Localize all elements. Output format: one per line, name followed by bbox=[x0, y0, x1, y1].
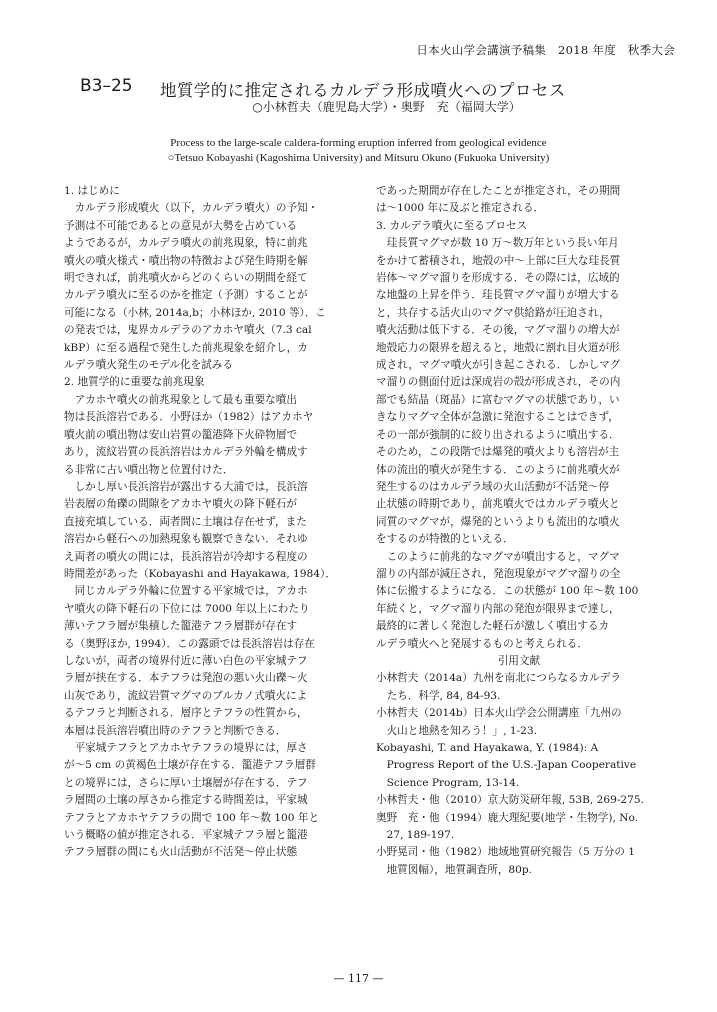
text-line: 珪長質マグマが数 10 万～数万年という長い年月 bbox=[376, 237, 619, 250]
text-line: カルデラ噴火に至るのかを推定（予測）することが bbox=[64, 289, 308, 302]
text-line: ヤ噴火の降下軽石の下位には 7000 年以上にわたり bbox=[64, 602, 310, 615]
text-line: 岩表層の角礫の間隙をアカホヤ噴火の降下軽石が bbox=[64, 498, 297, 511]
reference-line: Science Program, 13-14. bbox=[376, 776, 520, 789]
text-line: は～1000 年に及ぶと推定される． bbox=[376, 202, 545, 215]
text-line: 体に伝搬するようになる．この状態が 100 年～数 100 bbox=[376, 585, 639, 598]
text-line: と，共存する活火山のマグマ供給路が圧迫され， bbox=[376, 306, 610, 319]
text-line: 予測は不可能であるとの意見が大勢を占めている bbox=[64, 219, 298, 232]
text-line: ラ層間の土壌の厚さから推定する時間差は，平家城 bbox=[64, 794, 308, 807]
text-line: しかし厚い長浜溶岩が露出する大浦では，長浜溶 bbox=[64, 480, 308, 493]
text-line: 溶岩から軽石への加熱現象も観察できない．それゆ bbox=[64, 533, 308, 546]
authors-en: ○Tetsuo Kobayashi (Kagoshima University) and Mitsuru Okuno (Fukuoka University) bbox=[167, 152, 550, 164]
reference-line: 地質図幅），地質調査所，80p. bbox=[376, 863, 533, 876]
text-line: 薄いテフラ層が集積した籠港テフラ層群が存在す bbox=[64, 620, 298, 633]
text-line: 発生するのはカルデラ域の火山活動が不活発～停 bbox=[376, 480, 610, 493]
text-line: るテフラと判断される．層序とテフラの性質から， bbox=[64, 707, 308, 720]
text-line: その一部が強制的に絞り出されるように噴出する． bbox=[376, 428, 620, 441]
text-line: であった期間が存在したことが推定され，その期間 bbox=[376, 185, 621, 197]
reference-line: 小林哲夫（2014b）日本火山学会公開講座「九州の bbox=[376, 707, 622, 720]
text-line: 直接充填している．両者間に土壌は存在せず，また bbox=[64, 515, 307, 528]
text-line: 地殻応力の限界を超えると，地殻に割れ目火道が形 bbox=[376, 341, 620, 354]
text-line: 明できれば，前兆噴火からどのくらいの期間を経て bbox=[64, 272, 308, 285]
text-line: の発表では，鬼界カルデラのアカホヤ噴火（7.3 cal bbox=[64, 324, 312, 337]
text-line: 体の流出的噴火が発生する．このように前兆噴火が bbox=[376, 463, 620, 476]
text-line: ようであるが，カルデラ噴火の前兆現象，特に前兆 bbox=[64, 237, 308, 250]
text-line: 本層は長浜溶岩噴出時のテフラと判断できる． bbox=[64, 724, 287, 737]
text-line: このように前兆的なマグマが噴出すると，マグマ bbox=[376, 550, 620, 563]
text-line: 年続くと，マグマ溜り内部の発泡が限界まで達し， bbox=[376, 602, 620, 615]
reference-line: Kobayashi, T. and Hayakawa, Y. (1984): A bbox=[376, 742, 599, 754]
text-line: マ溜りの側面付近は深成岩の殻が形成され，その内 bbox=[376, 376, 621, 389]
reference-line: 27, 189-197. bbox=[376, 829, 455, 842]
text-line: をかけて蓄積され，地殻の中～上部に巨大な珪長質 bbox=[376, 254, 621, 267]
text-line: 2. 地質学的に重要な前兆現象 bbox=[64, 376, 205, 389]
text-line: 山灰であり，流紋岩質マグマのブルカノ式噴火によ bbox=[64, 689, 308, 702]
reference-line: Progress Report of the U.S.-Japan Cooperative bbox=[376, 759, 637, 772]
right-column bbox=[376, 183, 662, 879]
text-line: ルデラ噴火へと発展するものと考えられる． bbox=[376, 637, 588, 650]
text-line: 止状態の時期であり，前兆噴火ではカルデラ噴火と bbox=[376, 498, 620, 511]
text-line: テフラ層群の間にも火山活動が不活発～停止状態 bbox=[64, 846, 298, 859]
text-line: あり，流紋岩質の長浜溶岩はカルデラ外輪を構成す bbox=[64, 446, 308, 459]
reference-line: 小林哲夫・他（2010）京大防災研年報, 53B, 269-275. bbox=[376, 794, 644, 807]
text-line: な地盤の上昇を伴う．珪長質マグマ溜りが増大する bbox=[376, 289, 620, 302]
text-line: 平家城テフラとアカホヤテフラの境界には，厚さ bbox=[64, 742, 308, 754]
text-line: ルデラ噴火発生のモデル化を試みる bbox=[64, 359, 233, 372]
text-line: 部でも結晶（斑晶）に富むマグマの状態であり，い bbox=[376, 393, 620, 406]
paper-title-en: Process to the large-scale caldera-forming eruption inferred from geological evidence bbox=[170, 137, 547, 149]
text-line: る非常に古い噴出物と位置付けた． bbox=[64, 463, 234, 476]
text-line: との境界には，さらに厚い土壌層が存在する．テフ bbox=[64, 776, 308, 789]
text-line: いう概略の値が推定される．平家城テフラ層と籠港 bbox=[64, 829, 308, 842]
paper-title-ja: 地質学的に推定されるカルデラ形成噴火へのプロセス bbox=[160, 81, 566, 100]
text-line: 噴火の噴火様式・噴出物の特徴および発生時期を解 bbox=[64, 254, 308, 267]
text-line: 同じカルデラ外輪に位置する平家城では，アカホ bbox=[64, 585, 308, 598]
text-line: 時間差があった（Kobayashi and Hayakawa, 1984）． bbox=[64, 567, 336, 580]
text-line: ラ層が挟在する．本テフラは発泡の悪い火山礫～火 bbox=[64, 672, 308, 685]
reference-line: たち．科学, 84, 84-93. bbox=[376, 689, 501, 702]
text-line: をするのが特徴的といえる． bbox=[376, 533, 514, 546]
reference-line: 小林哲夫（2014a）九州を南北につらなるカルデラ bbox=[376, 672, 621, 685]
text-line: が～5 cm の黄褐色土壌が存在する．籠港テフラ層群 bbox=[64, 759, 316, 772]
reference-line: 火山と地熱を知ろう！」, 1-23. bbox=[376, 724, 538, 737]
text-line: そのため，この段階では爆発的噴火よりも溶岩が主 bbox=[376, 446, 620, 459]
text-line: 成され，マグマ噴火が引き起こされる．しかしマグ bbox=[376, 359, 621, 372]
text-line: 溜りの内部が減圧され，発泡現象がマグマ溜りの全 bbox=[376, 567, 621, 580]
text-line: 物は長浜溶岩である．小野ほか（1982）はアカホヤ bbox=[64, 411, 314, 424]
conference-header: 日本火山学会講演予稿集 2018 年度 秋季大会 bbox=[416, 43, 675, 57]
text-line: 3. カルデラ噴火に至るプロセス bbox=[376, 219, 528, 232]
text-line: 最終的に著しく発泡した軽石が激しく噴出するカ bbox=[376, 620, 610, 633]
reference-line: 小野晃司・他（1982）地域地質研究報告（5 万分の 1 bbox=[376, 846, 636, 859]
text-line: 岩体～マグマ溜りを形成する．その際には，広域的 bbox=[376, 272, 620, 285]
text-line: 1. はじめに bbox=[64, 185, 120, 197]
text-line: しないが，両者の境界付近に薄い白色の平家城テフ bbox=[64, 654, 308, 667]
text-line: kBP）に至る過程で発生した前兆現象を紹介し，カ bbox=[64, 341, 308, 354]
references-heading: 引用文献 bbox=[497, 654, 541, 667]
text-line: 噴火前の噴出物は安山岩質の籠港降下火砕物層で bbox=[64, 428, 298, 441]
text-line: 噴火活動は低下する．その後，マグマ溜りの増大が bbox=[376, 324, 620, 337]
text-line: きなりマグマ全体が急激に発泡することはできず， bbox=[376, 411, 619, 424]
text-line: 可能になる（小林, 2014a,b；小林ほか, 2010 等）．こ bbox=[64, 306, 327, 319]
text-line: る（奥野ほか, 1994）．この露頭では長浜溶岩は存在 bbox=[64, 637, 315, 650]
text-line: え両者の噴火の間には，長浜溶岩が冷却する程度の bbox=[64, 550, 308, 563]
paper-code: B3–25 bbox=[80, 76, 133, 96]
text-line: 同質のマグマが，爆発的というよりも流出的な噴火 bbox=[376, 515, 620, 528]
text-line: アカホヤ噴火の前兆現象として最も重要な噴出 bbox=[64, 393, 297, 406]
reference-line: 奥野 充・他（1994）鹿大理紀要(地学・生物学), No. bbox=[376, 811, 639, 824]
authors-ja: ○小林哲夫（鹿児島大学）・奥野 充（福岡大学） bbox=[252, 100, 521, 114]
text-line: テフラとアカホヤテフラの間で 100 年～数 100 年と bbox=[64, 811, 320, 824]
left-column bbox=[64, 183, 341, 862]
page-number: — 117 — bbox=[333, 972, 384, 985]
text-line: カルデラ形成噴火（以下，カルデラ噴火）の予知・ bbox=[64, 202, 319, 215]
